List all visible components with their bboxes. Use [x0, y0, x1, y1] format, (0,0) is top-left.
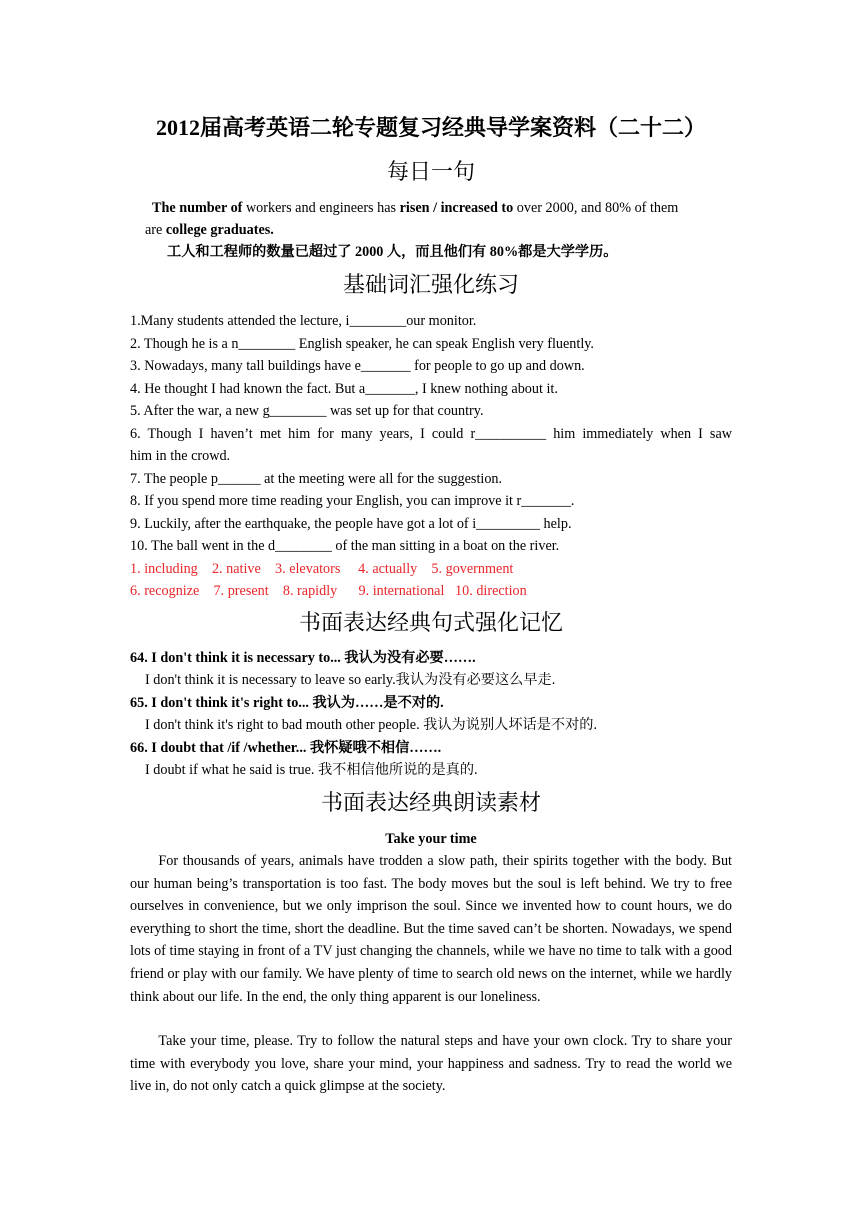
vocab-item-4: 4. He thought I had known the fact. But a_______, I knew nothing about it.	[130, 381, 558, 397]
cn-part-a: 工人和工程师的数量已超过了	[167, 244, 355, 260]
vocab-heading: 基础词汇强化练习	[342, 272, 519, 297]
vocab-item-7: 7. The people p______ at the meeting were all for the suggestion.	[130, 471, 503, 487]
pattern-65-example: I don't think it's right to bad mouth other people. 我认为说别人坏话是不对的.	[145, 717, 597, 733]
daily-text-2: over 2000, and 80% of them	[513, 200, 679, 216]
pattern-66-title: 66. I doubt that /if /whether... 我怀疑哦不相信…….	[130, 740, 442, 756]
vocab-answers-1: 1. including 2. native 3. elevators 4. actually 5. government	[130, 561, 514, 577]
daily-text-1: workers and engineers has	[242, 200, 400, 216]
vocab-item-10: 10. The ball went in the d________ of the man sitting in a boat on the river.	[130, 538, 560, 554]
vocab-item-5: 5. After the war, a new g________ was set up for that country.	[130, 403, 484, 419]
cn-part-b: 2000	[355, 244, 384, 260]
vocab-item-8: 8. If you spend more time reading your English, you can improve it r_______.	[130, 493, 575, 509]
pattern-64-title: 64. I don't think it is necessary to... 我认为没有必要…….	[130, 650, 476, 666]
daily-bold-2: risen / increased to	[399, 200, 514, 216]
reading-paragraph-2: Take your time, please. Try to follow the natural steps and have your own clock. Try to share your time with everybody you love, share your mind, your happiness and sadness. Try to read the world we live in, do not only catch a quick glimpse at the society.	[130, 1033, 732, 1095]
daily-sentence-line-1	[152, 197, 754, 220]
daily-sentence-heading: 每日一句	[386, 159, 475, 184]
document-title: 2012届高考英语二轮专题复习经典导学案资料（二十二）	[155, 115, 706, 140]
vocab-item-3: 3. Nowadays, many tall buildings have e_______ for people to go up and down.	[130, 358, 585, 374]
cn-part-e: 都是大学学历。	[518, 244, 618, 260]
cn-part-c: 人，而且他们有	[383, 244, 490, 260]
vocab-item-2: 2. Though he is a n________ English speaker, he can speak English very fluently.	[130, 336, 594, 352]
daily-text-3: are	[145, 222, 166, 238]
pattern-65-title: 65. I don't think it's right to... 我认为……是不对的.	[130, 695, 444, 711]
cn-part-d: 80%	[489, 244, 519, 260]
vocab-item-1: 1.Many students attended the lecture, i________our monitor.	[130, 313, 477, 329]
vocab-item-9: 9. Luckily, after the earthquake, the people have got a lot of i_________ help.	[130, 516, 572, 532]
vocab-answers-2: 6. recognize 7. present 8. rapidly 9. international 10. direction	[130, 583, 527, 599]
pattern-64-example: I don't think it is necessary to leave so early.我认为没有必要这么早走.	[145, 672, 556, 688]
daily-sentence-line-2	[145, 219, 747, 242]
reading-heading: 书面表达经典朗读素材	[320, 790, 541, 815]
patterns-heading: 书面表达经典句式强化记忆	[298, 610, 563, 635]
daily-bold-1: The number of	[152, 200, 243, 216]
vocab-item-6-cont: him in the crowd.	[130, 448, 231, 464]
pattern-66-example: I doubt if what he said is true. 我不相信他所说的是真的.	[145, 762, 478, 778]
reading-subtitle: Take your time	[385, 831, 477, 847]
reading-paragraph-1: For thousands of years, animals have trodden a slow path, their spirits together with the body. But our human being’s transportation is too fast. The body moves but the soul is left behind. We try to free ourselves in convenience, but we only imprison the soul. Since we invented how to count hours, we do everything to short the time, short the deadline. But the time saved can’t be shorten. Nowadays, we spend lots of time staying in front of a TV just changing the channels, while we have no time to talk with a good friend or play with our family. We have plenty of time to search old news on the internet, while we hardly think about our life. In the end, the only thing apparent is our loneliness.	[130, 853, 732, 1005]
vocab-item-6: 6. Though I haven’t met him for many years, I could r__________ him immediately when I saw	[130, 426, 732, 442]
daily-chinese-translation	[167, 241, 769, 264]
daily-bold-3: college graduates.	[165, 222, 274, 238]
